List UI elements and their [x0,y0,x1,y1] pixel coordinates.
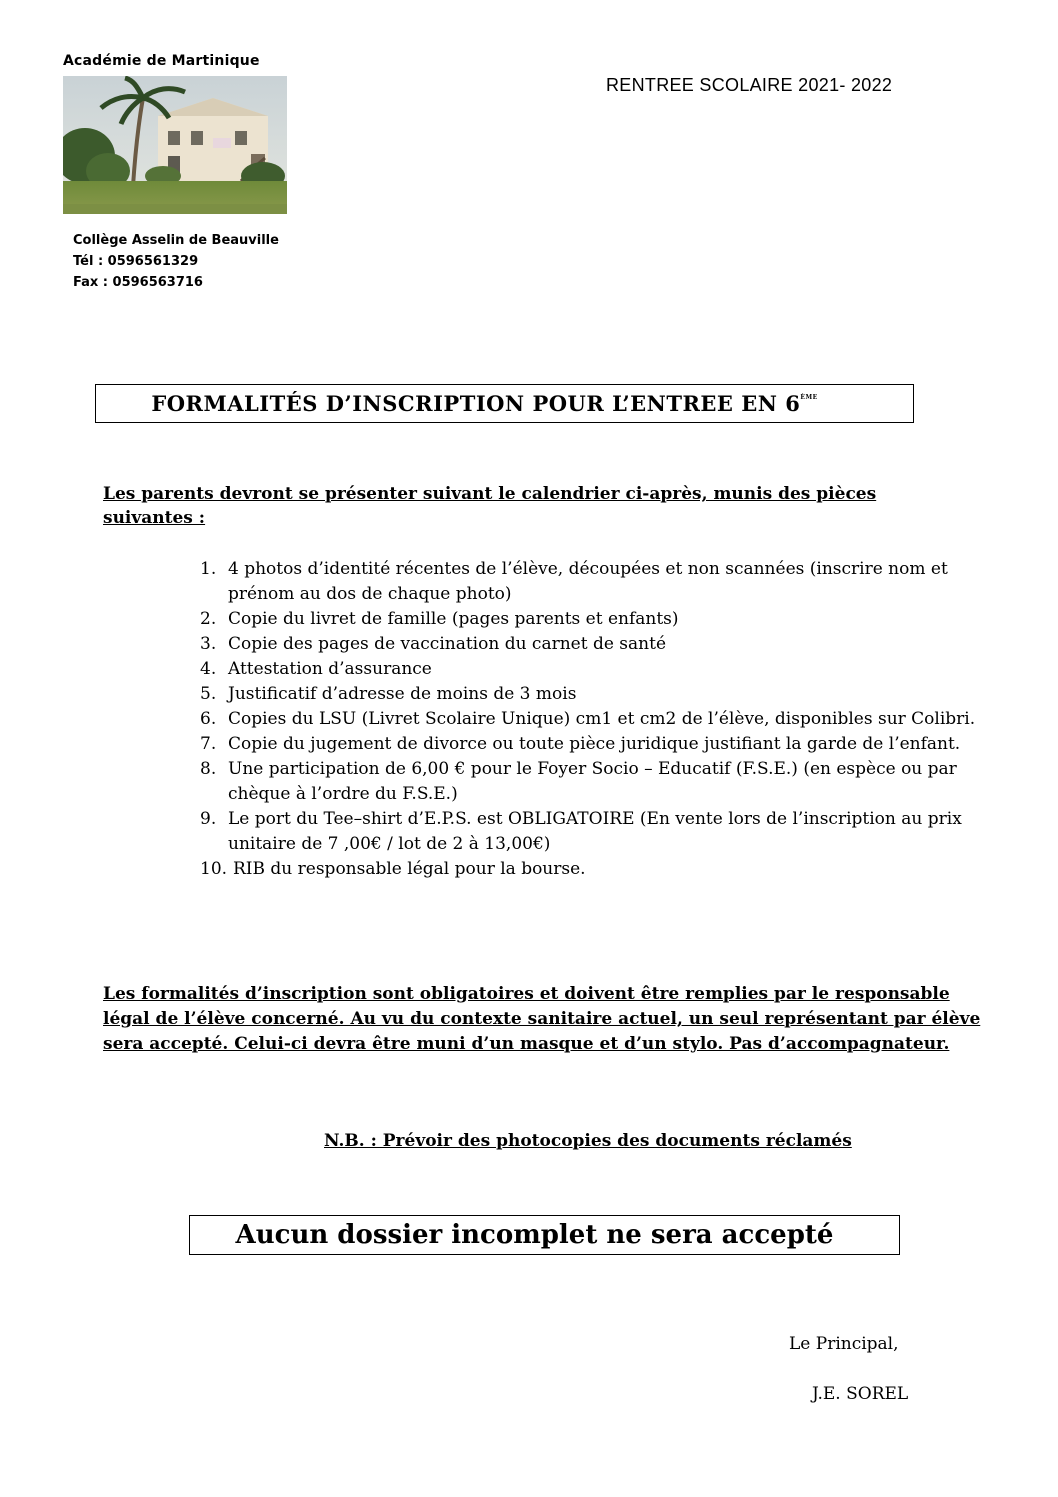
college-phone: Tél : 0596561329 [73,254,199,269]
list-item [200,557,990,607]
list-item [200,857,990,882]
college-name: Collège Asselin de Beauville [73,233,279,248]
list-item-number: 10. [200,859,228,879]
list-item-text: Copie du jugement de divorce ou toute pièce juridique justifiant la garde de l’enfant. [228,734,961,754]
list-item-number: 2. [200,609,217,629]
nb-text: N.B. : Prévoir des photocopies des documents réclamés [324,1131,852,1151]
warning-box [189,1215,900,1255]
list-item [200,707,990,732]
list-item-text: Copie des pages de vaccination du carnet de santé [228,634,666,654]
list-item-number: 3. [200,634,217,654]
documents-list [200,557,990,882]
page-title-superscript: ème [800,392,818,402]
signature-name: J.E. SOREL [812,1384,909,1404]
list-item-text: Copies du LSU (Livret Scolaire Unique) cm1 et cm2 de l’élève, disponibles sur Colibri. [228,709,976,729]
list-item [200,757,990,807]
college-fax: Fax : 0596563716 [73,275,203,290]
list-item [200,607,990,632]
list-item-text: RIB du responsable légal pour la bourse. [233,859,586,879]
list-item-number: 4. [200,659,217,679]
page-title-text: FORMALITÉS D’INSCRIPTION POUR L’ENTREE EN 6 [151,391,801,416]
list-item-text: Copie du livret de famille (pages parents et enfants) [228,609,679,629]
list-item-number: 7. [200,734,217,754]
list-item [200,657,990,682]
list-item-number: 6. [200,709,217,729]
list-item-number: 9. [200,809,217,829]
list-item [200,632,990,657]
list-item-text: 4 photos d’identité récentes de l’élève, découpées et non scannées (inscrire nom et prénom au dos de chaque photo) [228,559,948,604]
signature-role: Le Principal, [789,1334,899,1354]
list-item [200,732,990,757]
list-item [200,807,990,857]
list-item-number: 8. [200,759,217,779]
college-contact [73,230,279,293]
notice-text: Les formalités d’inscription sont obligatoires et doivent être remplies par le responsable légal de l’élève concerné. Au vu du contexte sanitaire actuel, un seul représentant par élève sera accepté. Celui-ci devra être muni d’un masque et d’un stylo. Pas d’accompagnateur. [103,984,981,1054]
list-item-text: Une participation de 6,00 € pour le Foyer Socio – Educatif (F.S.E.) (en espèce ou par chèque à l’ordre du F.S.E.) [228,759,957,804]
page-title [151,391,817,416]
list-item [200,682,990,707]
list-item-text: Le port du Tee–shirt d’E.P.S. est OBLIGATOIRE (En vente lors de l’inscription au prix unitaire de 7 ,00€ / lot de 2 à 13,00€) [228,809,962,854]
list-item-text: Attestation d’assurance [228,659,432,679]
list-item-number: 1. [200,559,217,579]
list-item-number: 5. [200,684,217,704]
page-title-box [95,384,914,423]
school-year-label: RENTREE SCOLAIRE 2021- 2022 [606,75,893,95]
academie-label: Académie de Martinique [63,53,260,69]
list-item-text: Justificatif d’adresse de moins de 3 mois [228,684,577,704]
intro-text: Les parents devront se présenter suivant le calendrier ci-après, munis des pièces suivantes : [103,484,877,528]
warning-text: Aucun dossier incomplet ne sera accepté [235,1220,834,1250]
college-photo [63,76,287,214]
